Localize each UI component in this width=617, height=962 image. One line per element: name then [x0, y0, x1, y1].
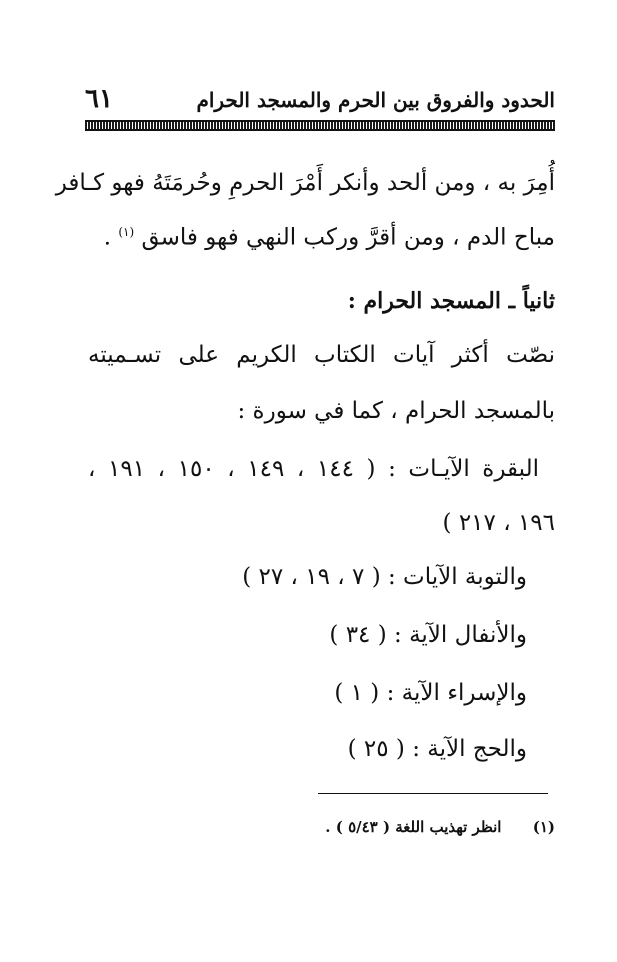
page-number: ٦١ — [85, 84, 113, 114]
body-line-8: والأنفال الآية : ( ٣٤ ) — [329, 622, 527, 648]
body-line-6: ١٩٦ ، ٢١٧ ) — [442, 510, 555, 536]
body-line-10: والحج الآية : ( ٢٥ ) — [347, 736, 527, 762]
section-heading: ثانياً ـ المسجد الحرام : — [347, 288, 555, 314]
running-header — [85, 84, 555, 120]
body-line-1: أُمِرَ به ، ومن ألحد وأنكر أَمْرَ الحرمِ وحُرمَتَهُ فهو كـافر — [55, 170, 555, 196]
header-divider — [85, 120, 555, 131]
body-line-2 — [104, 226, 555, 250]
body-line-2-text: مباح الدم ، ومن أقرَّ وركب النهي فهو فاسق — [141, 224, 555, 251]
footnote-ref[interactable]: (١) — [118, 225, 135, 239]
body-line-2-end: . — [103, 224, 111, 251]
header-title: الحدود والفروق بين الحرم والمسجد الحرام — [196, 88, 555, 112]
body-line-5: البقرة الآيـات : ( ١٤٤ ، ١٤٩ ، ١٥٠ ، ١٩١ ، — [88, 456, 540, 482]
footnote — [325, 818, 555, 836]
footnote-number: (١) — [532, 818, 555, 836]
body-line-7: والتوبة الآيات : ( ٧ ، ١٩ ، ٢٧ ) — [242, 564, 527, 590]
body-line-9: والإسراء الآية : ( ١ ) — [334, 680, 527, 706]
body-line-4: بالمسجد الحرام ، كما في سورة : — [237, 398, 555, 424]
body-line-3: نصّت أكثر آيات الكتاب الكريم على تسـميته — [88, 342, 555, 368]
footnote-divider — [318, 793, 548, 794]
footnote-text: انظر تهذيب اللغة ( ٥/٤٣ ) . — [325, 818, 502, 836]
